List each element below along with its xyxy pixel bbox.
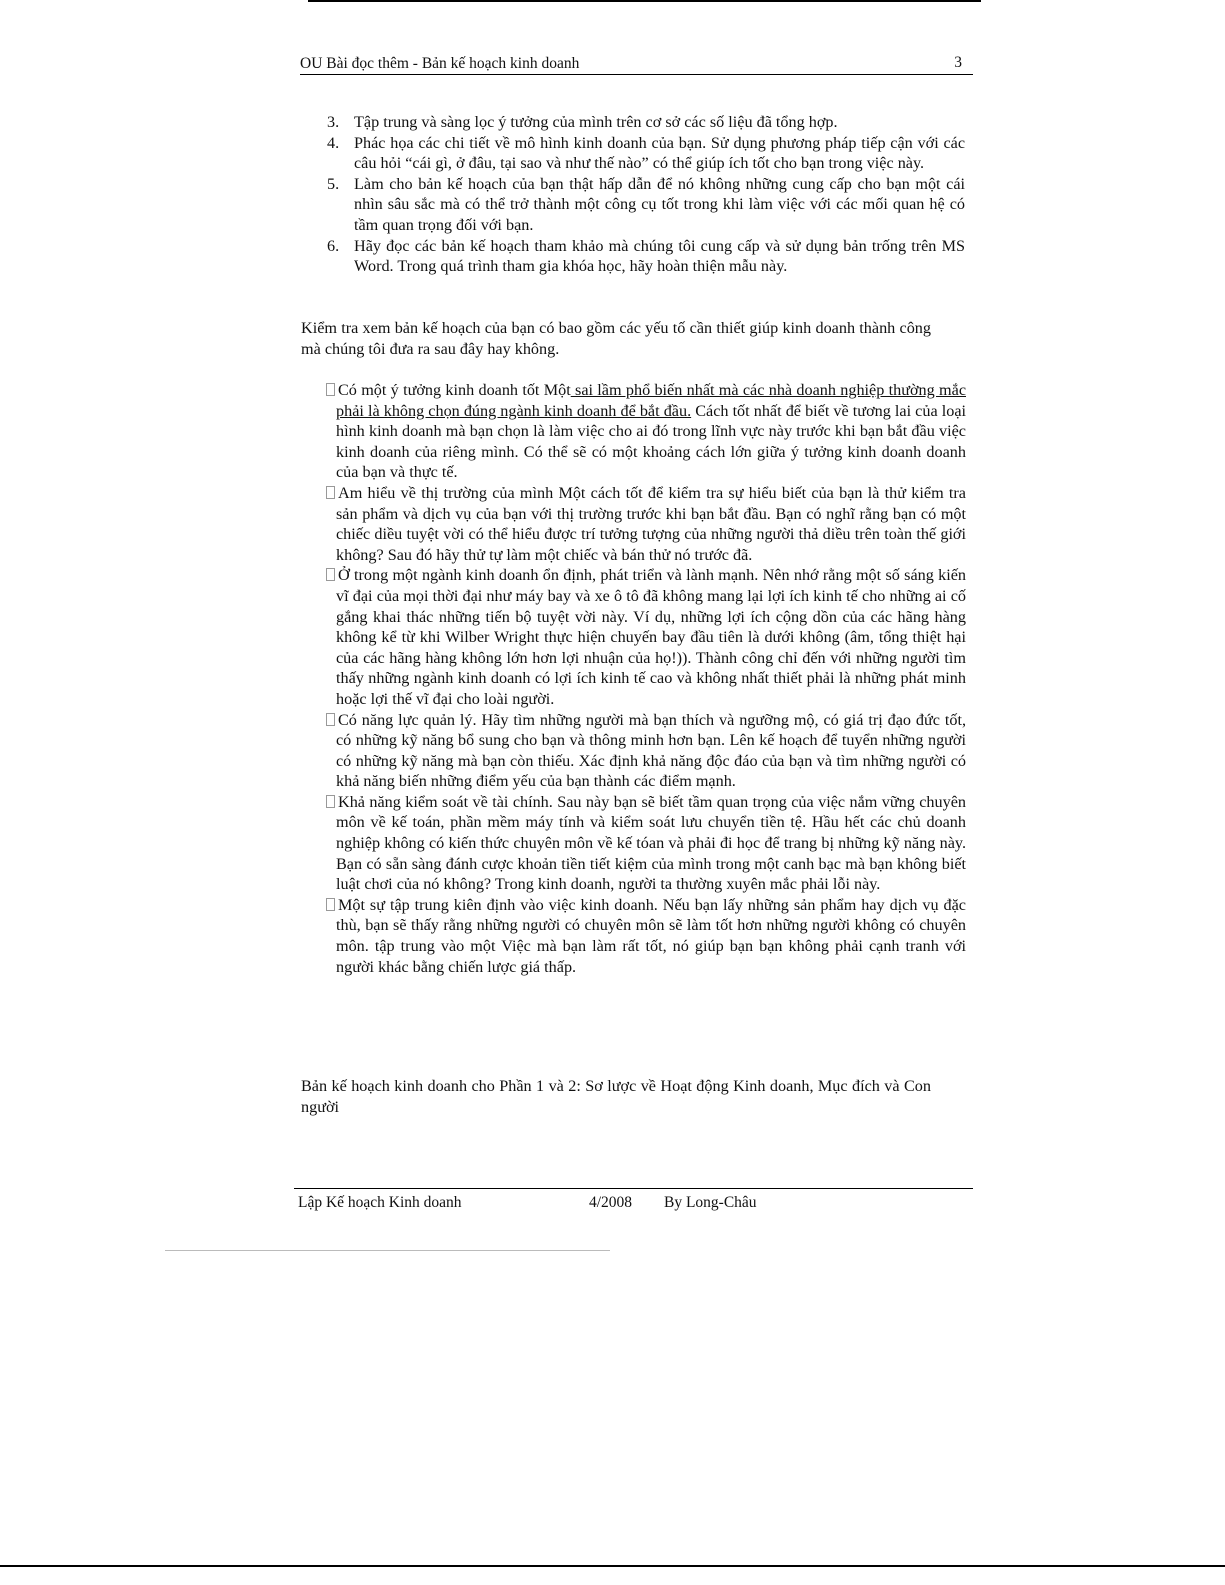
checklist-item (312, 380, 966, 483)
list-number: 4. (327, 133, 340, 152)
page-number: 3 (954, 54, 962, 71)
item-lead: Có năng lực quản lý. Hãy tìm những người mà bạn thích và ngưỡng mộ, có giá trị đạo đức tốt, có những kỹ năng bổ sung cho bạn và thông minh hơn bạn. Lên kế hoạch để tuyển những người có những kỹ năng mà bạn còn thiếu. Xác định khả năng độc đáo của bạn và tìm những người có khả năng biến những điểm yếu của bạn thành các điểm mạnh. (336, 710, 966, 791)
header-title: OU Bài đọc thêm - Bản kế hoạch kinh doanh (300, 55, 580, 72)
list-number: 3. (327, 113, 340, 131)
item-lead: Khả năng kiểm soát về tài chính. Sau này bạn sẽ biết tầm quan trọng của việc nắm vững chuyên môn về kế toán, phần mềm máy tính và kiểm soát lưu chuyển tiền tệ. Hầu hết các chủ doanh nghiệp không có kiến thức chuyên môn về kế tóan và phải đi học để trang bị những kỹ năng này. Bạn có sẵn sàng đánh cược khoản tiền tiết kiệm của mình trong một canh bạc mà bạn không biết luật chơi của nó không? Trong kinh doanh, người ta thường xuyên mắc phải lỗi này. (336, 792, 966, 894)
checkbox-icon (326, 898, 335, 911)
list-text: Làm cho bản kế hoạch của bạn thật hấp dẫn để nó không những cung cấp cho bạn một cái nhìn sâu sắc mà có thể trở thành một công cụ tốt trong khi làm việc với các mối quan hệ có tầm quan trọng đối với bạn. (354, 174, 965, 234)
checklist-item (312, 710, 966, 792)
list-number: 6. (327, 236, 340, 255)
page-header (300, 54, 973, 75)
list-text: Phác họa các chi tiết về mô hình kinh doanh của bạn. Sử dụng phương pháp tiếp cận với các câu hỏi “cái gì, ở đâu, tại sao và như thế nào” có thể giúp ích tốt cho bạn trong việc này. (354, 133, 965, 173)
footer-author: By Long-Châu (664, 1194, 757, 1211)
list-item (327, 236, 965, 277)
item-underlined: sai lầm phổ biến nhất mà các nhà doanh nghiệp thường mắc phải là không chọn đúng ngành kinh doanh để bắt đầu. (336, 381, 966, 420)
checkbox-icon (326, 383, 335, 396)
list-item (327, 112, 965, 133)
checkbox-icon (326, 795, 335, 808)
list-item (327, 174, 965, 236)
footer-date: 4/2008 (589, 1194, 633, 1211)
checklist-item (312, 565, 966, 709)
footer-title: Lập Kế hoạch Kinh doanh (298, 1194, 462, 1211)
checklist-item (312, 483, 966, 565)
top-border-line (308, 0, 981, 2)
item-rest: Cách tốt nhất để biết về tương lai của loại hình kinh doanh mà bạn chọn là làm việc cho ai đó trong lĩnh vực này trước khi bạn bắt đầu việc kinh doanh của riêng mình. Có thể sẽ có một khoảng cách lớn giữa ý tưởng kinh doanh doanh của bạn và thực tế. (336, 401, 966, 482)
list-number: 5. (327, 174, 340, 193)
numbered-list (327, 112, 965, 277)
checkbox-icon (326, 568, 335, 581)
item-lead: Có một ý tưởng kinh doanh tốt Một (338, 381, 571, 399)
checklist (326, 380, 966, 977)
checkbox-icon (326, 486, 335, 499)
checklist-item (312, 792, 966, 895)
list-text: Tập trung và sàng lọc ý tưởng của mình trên cơ sở các số liệu đã tổng hợp. (354, 113, 838, 131)
item-lead: Một sự tập trung kiên định vào việc kinh doanh. Nếu bạn lấy những sản phẩm hay dịch vụ đặc thù, bạn sẽ thấy rằng những người có chuyên môn sẽ làm tốt hơn những người không có chuyên môn. tập trung vào một Việc mà bạn làm rất tốt, nó giúp bạn bạn không phải cạnh tranh với người khác bằng chiến lược giá thấp. (336, 895, 966, 976)
page-separator-line (165, 1250, 610, 1251)
closing-paragraph: Bản kế hoạch kinh doanh cho Phần 1 và 2: Sơ lược về Hoạt động Kinh doanh, Mục đích và Con người (301, 1077, 931, 1116)
checklist-item (312, 895, 966, 977)
bottom-border-line (0, 1565, 1225, 1567)
intro-paragraph: Kiểm tra xem bản kế hoạch của bạn có bao gồm các yếu tố cần thiết giúp kinh doanh thành công mà chúng tôi đưa ra sau đây hay không. (301, 319, 931, 358)
item-lead: Am hiểu về thị trường của mình Một cách tốt để kiểm tra sự hiểu biết của bạn là thử kiểm tra sản phẩm và dịch vụ của bạn với thị trường trước khi bạn bắt đầu. Bạn có nghĩ rằng bạn có một chiếc diều tuyệt vời có thể hiểu được trí tưởng tượng của những người thả diều trên toàn thế giới không? Sau đó hãy thử tự làm một chiếc và bán thử nó trước đã. (336, 483, 966, 564)
item-lead: Ở trong một ngành kinh doanh ổn định, phát triển và lành mạnh. Nên nhớ rằng một số sáng kiến vĩ đại của mọi thời đại như máy bay và xe ô tô đã không mang lại lợi ích kinh tế cho những ai cố gắng khai thác những tiến bộ tuyệt vời này. Ví dụ, những lợi ích cộng dồn của các hãng hàng không kể từ khi Wilber Wright thực hiện chuyến bay đầu tiên là dưới không (âm, tổng thiệt hại của các hãng hàng không lớn hơn lợi nhuận của họ!)). Thành công chỉ đến với những người tìm thấy những ngành kinh doanh có lợi ích kinh tế cao và không nhất thiết phải là những phát minh hoặc lợi thế vĩ đại cho loài người. (336, 566, 966, 708)
page-footer (294, 1188, 973, 1211)
checkbox-icon (326, 713, 335, 726)
list-text: Hãy đọc các bản kế hoạch tham khảo mà chúng tôi cung cấp và sử dụng bản trống trên MS Word. Trong quá trình tham gia khóa học, hãy hoàn thiện mẫu này. (354, 236, 965, 276)
list-item (327, 133, 965, 174)
